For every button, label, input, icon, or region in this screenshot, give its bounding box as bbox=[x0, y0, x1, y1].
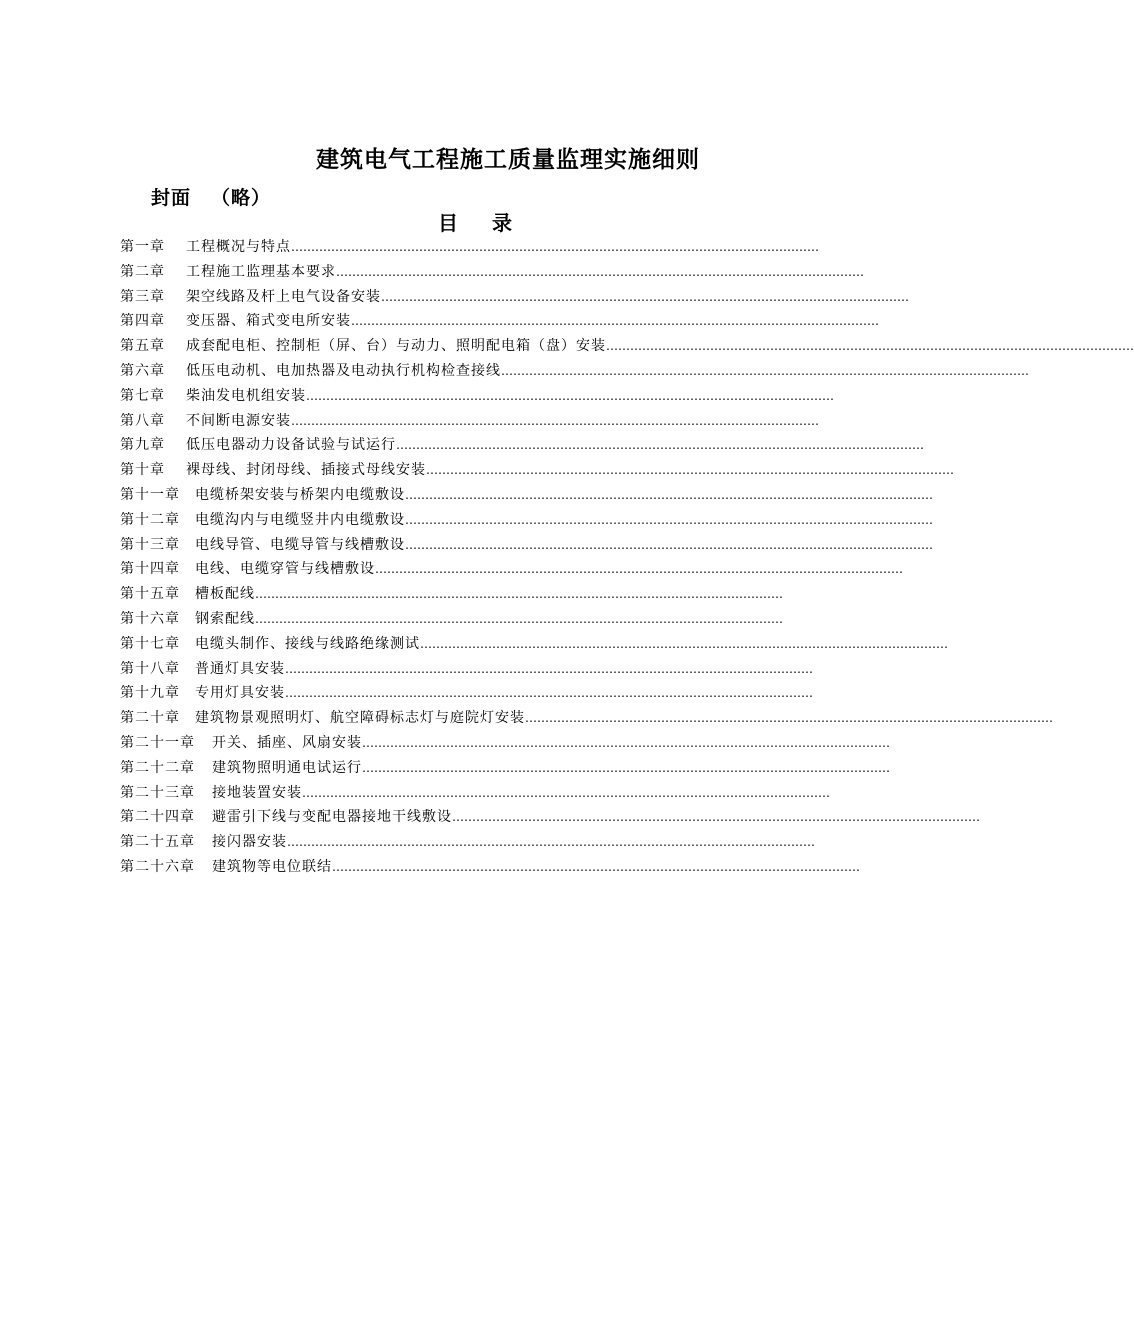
table-of-contents bbox=[120, 235, 1134, 880]
cover-note: （略） bbox=[211, 187, 272, 209]
toc-entry bbox=[120, 756, 890, 781]
toc-entry-title: 避雷引下线与变配电器接地干线敷设 bbox=[212, 809, 452, 826]
toc-dot-leader: …………………………………………………………………………………………………………………… bbox=[285, 686, 813, 701]
toc-dot-leader: …………………………………………………………………………………………………………………… bbox=[405, 537, 933, 552]
toc-entry bbox=[120, 260, 864, 285]
toc-entry-title: 成套配电柜、控制柜（屏、台）与动力、照明配电箱（盘）安装 bbox=[186, 338, 606, 355]
toc-entry-title: 裸母线、封闭母线、插接式母线安装 bbox=[186, 462, 426, 479]
toc-entry-number: 第十二章 bbox=[120, 511, 180, 528]
toc-entry-title: 低压电器动力设备试验与试运行 bbox=[186, 437, 396, 454]
toc-entry-number: 第四章 bbox=[120, 313, 165, 330]
toc-dot-leader: …………………………………………………………………………………………………………………… bbox=[351, 314, 879, 329]
toc-entry bbox=[120, 855, 860, 880]
toc-entry bbox=[120, 334, 1134, 359]
toc-dot-leader: …………………………………………………………………………………………………………………… bbox=[302, 785, 830, 800]
toc-entry-title: 柴油发电机组安装 bbox=[186, 387, 306, 404]
toc-entry bbox=[120, 433, 924, 458]
toc-entry bbox=[120, 582, 783, 607]
toc-entry bbox=[120, 458, 954, 483]
toc-dot-leader: …………………………………………………………………………………………………………………… bbox=[381, 289, 909, 304]
toc-dot-leader: …………………………………………………………………………………………………………………… bbox=[362, 760, 890, 775]
toc-entry-number: 第二十五章 bbox=[120, 834, 195, 851]
toc-dot-leader: …………………………………………………………………………………………………………………… bbox=[255, 611, 783, 626]
toc-entry bbox=[120, 632, 948, 657]
toc-entry bbox=[120, 285, 909, 310]
toc-entry-title: 专用灯具安装 bbox=[195, 685, 285, 702]
toc-entry-title: 建筑物景观照明灯、航空障碍标志灯与庭院灯安装 bbox=[195, 710, 525, 727]
toc-dot-leader: …………………………………………………………………………………………………………………… bbox=[362, 735, 890, 750]
toc-entry-number: 第二十四章 bbox=[120, 809, 195, 826]
toc-entry-title: 电缆头制作、接线与线路绝缘测试 bbox=[195, 635, 420, 652]
cover-label: 封面 bbox=[151, 187, 192, 209]
toc-entry bbox=[120, 508, 933, 533]
toc-entry-title: 槽板配线 bbox=[195, 586, 255, 603]
toc-entry-number: 第十四章 bbox=[120, 561, 180, 578]
toc-dot-leader: …………………………………………………………………………………………………………………… bbox=[287, 835, 815, 850]
toc-heading-char-1: 目 bbox=[438, 211, 458, 235]
toc-entry-number: 第十一章 bbox=[120, 486, 180, 503]
toc-entry-title: 不间断电源安装 bbox=[186, 412, 291, 429]
toc-entry-title: 电缆沟内与电缆竖井内电缆敷设 bbox=[195, 511, 405, 528]
toc-entry bbox=[120, 533, 933, 558]
toc-entry-number: 第五章 bbox=[120, 338, 165, 355]
toc-entry bbox=[120, 830, 815, 855]
toc-entry-title: 变压器、箱式变电所安装 bbox=[186, 313, 351, 330]
toc-entry-title: 电线导管、电缆导管与线槽敷设 bbox=[195, 536, 405, 553]
toc-entry-number: 第十九章 bbox=[120, 685, 180, 702]
toc-entry bbox=[120, 607, 783, 632]
toc-heading bbox=[0, 209, 950, 237]
toc-dot-leader: …………………………………………………………………………………………………………………… bbox=[375, 562, 903, 577]
toc-dot-leader: …………………………………………………………………………………………………………………… bbox=[501, 363, 1029, 378]
toc-entry-title: 建筑物等电位联结 bbox=[212, 858, 332, 875]
toc-entry-number: 第六章 bbox=[120, 362, 165, 379]
toc-dot-leader: …………………………………………………………………………………………………………………… bbox=[291, 240, 819, 254]
toc-dot-leader: …………………………………………………………………………………………………………………… bbox=[396, 438, 924, 453]
toc-entry-number: 第十五章 bbox=[120, 586, 180, 603]
toc-entry bbox=[120, 781, 830, 806]
toc-entry-number: 第八章 bbox=[120, 412, 165, 429]
toc-entry bbox=[120, 235, 819, 260]
toc-entry-title: 接地装置安装 bbox=[212, 784, 302, 801]
toc-dot-leader: …………………………………………………………………………………………………………………… bbox=[255, 587, 783, 602]
toc-entry bbox=[120, 483, 933, 508]
toc-entry-title: 接闪器安装 bbox=[212, 834, 287, 851]
toc-dot-leader: …………………………………………………………………………………………………………………… bbox=[332, 859, 860, 874]
toc-entry-number: 第二章 bbox=[120, 263, 165, 280]
toc-entry-number: 第二十二章 bbox=[120, 759, 195, 776]
toc-entry bbox=[120, 309, 879, 334]
toc-entry-number: 第二十章 bbox=[120, 710, 180, 727]
toc-entry-title: 开关、插座、风扇安装 bbox=[212, 734, 362, 751]
toc-dot-leader: …………………………………………………………………………………………………………………… bbox=[405, 487, 933, 502]
toc-entry-number: 第二十六章 bbox=[120, 858, 195, 875]
toc-entry bbox=[120, 409, 819, 434]
toc-entry bbox=[120, 359, 1029, 384]
toc-entry bbox=[120, 557, 903, 582]
toc-dot-leader: …………………………………………………………………………………………………………………… bbox=[285, 661, 813, 676]
toc-entry bbox=[120, 657, 813, 682]
toc-entry bbox=[120, 731, 890, 756]
toc-entry-number: 第七章 bbox=[120, 387, 165, 404]
toc-entry-title: 低压电动机、电加热器及电动执行机构检查接线 bbox=[186, 362, 501, 379]
toc-entry-number: 第十章 bbox=[120, 462, 165, 479]
toc-entry bbox=[120, 706, 1053, 731]
toc-entry-title: 建筑物照明通电试运行 bbox=[212, 759, 362, 776]
cover-line bbox=[151, 184, 271, 212]
toc-entry-title: 钢索配线 bbox=[195, 610, 255, 627]
toc-entry-number: 第一章 bbox=[120, 239, 165, 255]
toc-entry-number: 第三章 bbox=[120, 288, 165, 305]
toc-dot-leader: …………………………………………………………………………………………………………………… bbox=[405, 512, 933, 527]
toc-entry-title: 工程概况与特点 bbox=[186, 239, 291, 255]
toc-entry-title: 架空线路及杆上电气设备安装 bbox=[186, 288, 381, 305]
toc-dot-leader: …………………………………………………………………………………………………………………… bbox=[452, 810, 980, 825]
toc-dot-leader: …………………………………………………………………………………………………………………… bbox=[426, 463, 954, 478]
toc-entry-number: 第十七章 bbox=[120, 635, 180, 652]
toc-heading-char-2: 录 bbox=[492, 211, 512, 235]
toc-dot-leader: …………………………………………………………………………………………………………………… bbox=[306, 388, 834, 403]
toc-entry-number: 第十六章 bbox=[120, 610, 180, 627]
toc-dot-leader: …………………………………………………………………………………………………………………… bbox=[525, 711, 1053, 726]
toc-entry-number: 第二十一章 bbox=[120, 734, 195, 751]
toc-entry-number: 第九章 bbox=[120, 437, 165, 454]
toc-entry bbox=[120, 805, 980, 830]
toc-dot-leader: …………………………………………………………………………………………………………………… bbox=[291, 413, 819, 428]
toc-entry-number: 第二十三章 bbox=[120, 784, 195, 801]
toc-entry-title: 普通灯具安装 bbox=[195, 660, 285, 677]
toc-dot-leader: …………………………………………………………………………………………………………………… bbox=[420, 636, 948, 651]
toc-entry-number: 第十三章 bbox=[120, 536, 180, 553]
toc-dot-leader: …………………………………………………………………………………………………………………… bbox=[606, 339, 1134, 354]
toc-entry bbox=[120, 681, 813, 706]
toc-entry-number: 第十八章 bbox=[120, 660, 180, 677]
document-title: 建筑电气工程施工质量监理实施细则 bbox=[316, 146, 700, 173]
toc-entry-title: 电线、电缆穿管与线槽敷设 bbox=[195, 561, 375, 578]
toc-dot-leader: …………………………………………………………………………………………………………………… bbox=[336, 264, 864, 279]
toc-entry-title: 工程施工监理基本要求 bbox=[186, 263, 336, 280]
toc-entry bbox=[120, 384, 834, 409]
toc-entry-title: 电缆桥架安装与桥架内电缆敷设 bbox=[195, 486, 405, 503]
